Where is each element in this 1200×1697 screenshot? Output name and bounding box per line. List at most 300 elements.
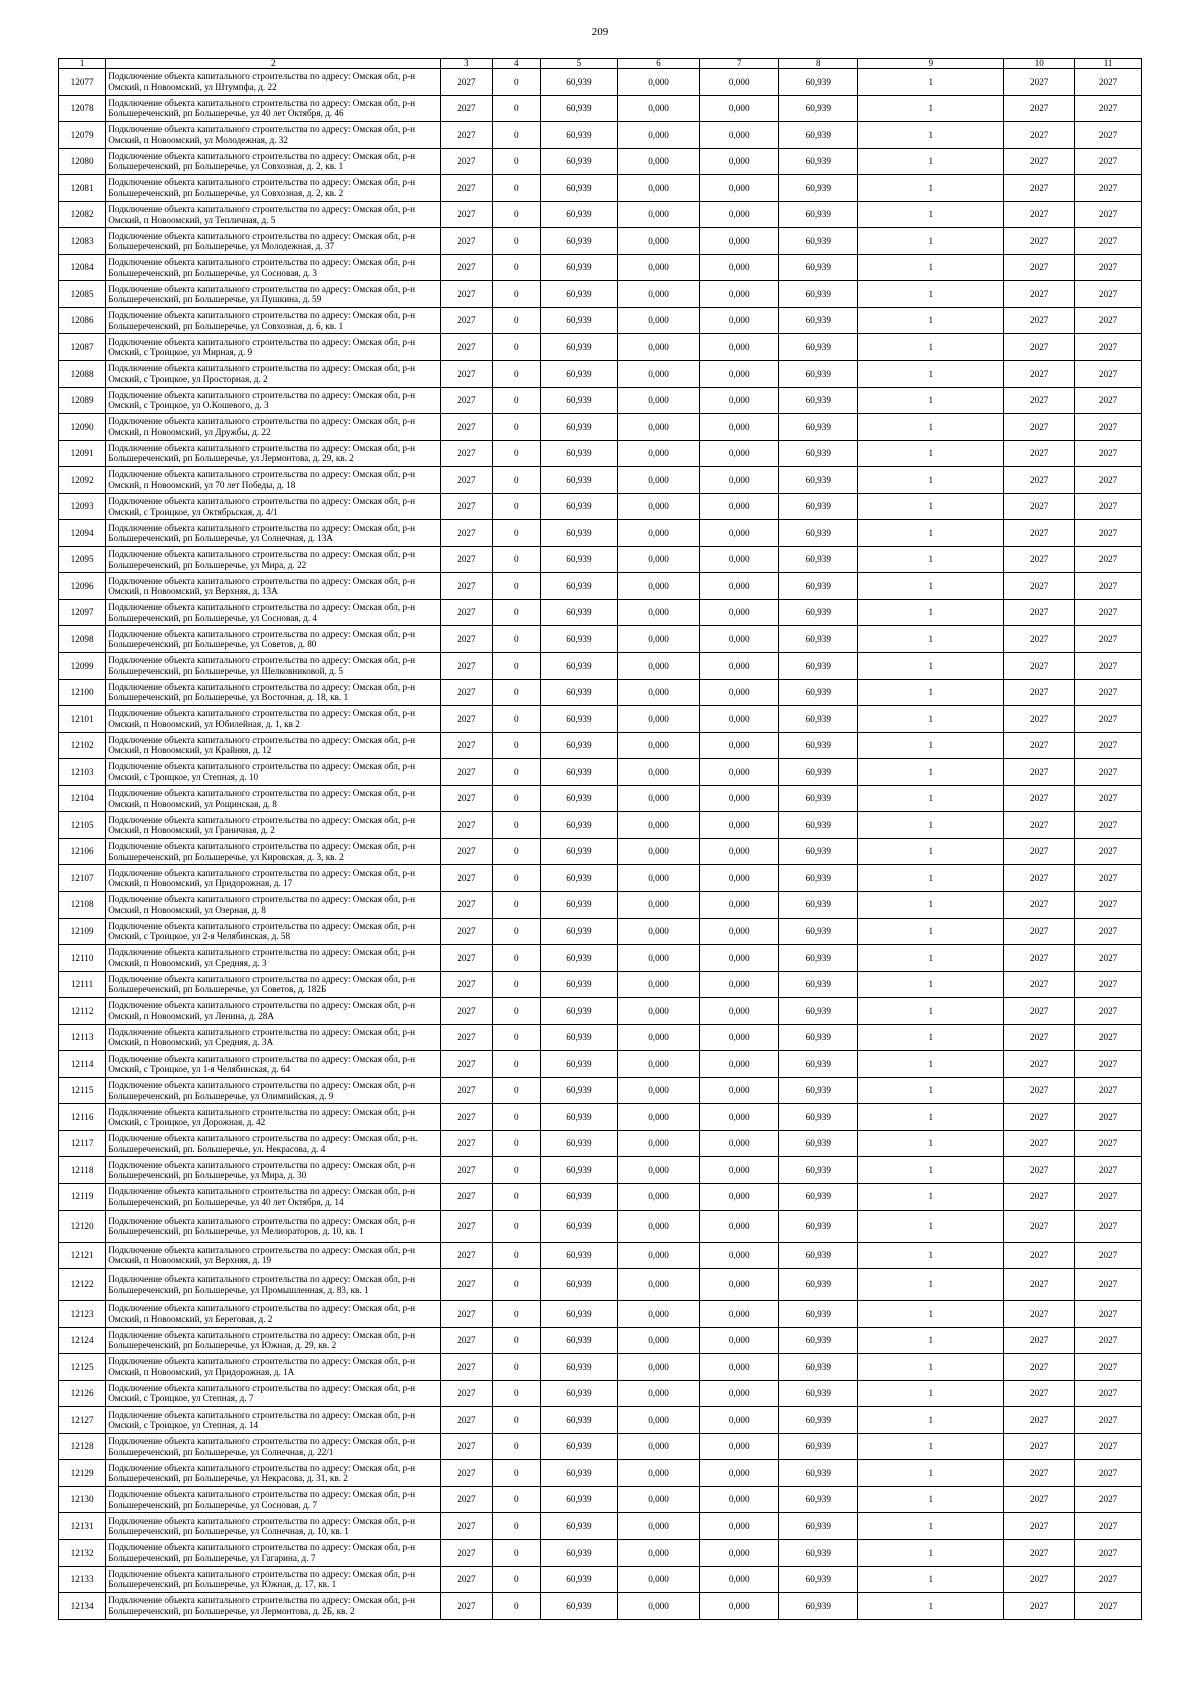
col8-cell: 60,939 bbox=[779, 1407, 858, 1434]
col7-cell: 0,000 bbox=[700, 653, 779, 680]
col8-cell: 60,939 bbox=[779, 334, 858, 361]
column-header: 9 bbox=[858, 59, 1004, 69]
col10-cell: 2027 bbox=[1004, 732, 1075, 759]
col7-cell: 0,000 bbox=[700, 1210, 779, 1242]
row-number-cell: 12095 bbox=[59, 546, 106, 573]
table-body bbox=[59, 69, 1142, 1620]
column-header: 2 bbox=[106, 59, 441, 69]
year-cell: 2027 bbox=[441, 175, 492, 202]
col10-cell: 2027 bbox=[1004, 1210, 1075, 1242]
table-row bbox=[59, 573, 1142, 600]
year-cell: 2027 bbox=[441, 148, 492, 175]
col7-cell: 0,000 bbox=[700, 175, 779, 202]
col4-cell: 0 bbox=[492, 1513, 540, 1540]
col4-cell: 0 bbox=[492, 1566, 540, 1593]
row-number-cell: 12106 bbox=[59, 838, 106, 865]
col4-cell: 0 bbox=[492, 1593, 540, 1620]
col7-cell: 0,000 bbox=[700, 1407, 779, 1434]
col10-cell: 2027 bbox=[1004, 1301, 1075, 1328]
col4-cell: 0 bbox=[492, 626, 540, 653]
col10-cell: 2027 bbox=[1004, 1051, 1075, 1078]
object-name-cell: Подключение объекта капитального строительства по адресу: Омская обл, р-н Большереченский, рп Большеречье, ул Южная, д. 17, кв. 1 bbox=[106, 1566, 441, 1593]
col11-cell: 2027 bbox=[1075, 706, 1142, 733]
object-name-cell: Подключение объекта капитального строительства по адресу: Омская обл, р-н Большереченский, рп Большеречье, ул Мира, д. 30 bbox=[106, 1157, 441, 1184]
col6-cell: 0,000 bbox=[617, 1566, 699, 1593]
year-cell: 2027 bbox=[441, 95, 492, 122]
col8-cell: 60,939 bbox=[779, 546, 858, 573]
col6-cell: 0,000 bbox=[617, 1460, 699, 1487]
col9-cell: 1 bbox=[858, 467, 1004, 494]
col6-cell: 0,000 bbox=[617, 812, 699, 839]
col8-cell: 60,939 bbox=[779, 1433, 858, 1460]
col10-cell: 2027 bbox=[1004, 254, 1075, 281]
col6-cell: 0,000 bbox=[617, 69, 699, 96]
col8-cell: 60,939 bbox=[779, 467, 858, 494]
col8-cell: 60,939 bbox=[779, 254, 858, 281]
col7-cell: 0,000 bbox=[700, 122, 779, 149]
year-cell: 2027 bbox=[441, 307, 492, 334]
col6-cell: 0,000 bbox=[617, 148, 699, 175]
col9-cell: 1 bbox=[858, 838, 1004, 865]
col5-cell: 60,939 bbox=[540, 1210, 617, 1242]
col9-cell: 1 bbox=[858, 228, 1004, 255]
col5-cell: 60,939 bbox=[540, 440, 617, 467]
col4-cell: 0 bbox=[492, 599, 540, 626]
col10-cell: 2027 bbox=[1004, 1130, 1075, 1157]
col4-cell: 0 bbox=[492, 201, 540, 228]
col7-cell: 0,000 bbox=[700, 1513, 779, 1540]
col10-cell: 2027 bbox=[1004, 573, 1075, 600]
col4-cell: 0 bbox=[492, 414, 540, 441]
col4-cell: 0 bbox=[492, 1327, 540, 1354]
col5-cell: 60,939 bbox=[540, 732, 617, 759]
col6-cell: 0,000 bbox=[617, 361, 699, 388]
row-number-cell: 12123 bbox=[59, 1301, 106, 1328]
object-name-cell: Подключение объекта капитального строительства по адресу: Омская обл, р-н Большереченский, рп Большеречье, ул Олимпийская, д. 9 bbox=[106, 1077, 441, 1104]
col9-cell: 1 bbox=[858, 1460, 1004, 1487]
col9-cell: 1 bbox=[858, 1513, 1004, 1540]
col4-cell: 0 bbox=[492, 228, 540, 255]
col7-cell: 0,000 bbox=[700, 95, 779, 122]
row-number-cell: 12120 bbox=[59, 1210, 106, 1242]
col5-cell: 60,939 bbox=[540, 1513, 617, 1540]
col4-cell: 0 bbox=[492, 546, 540, 573]
col10-cell: 2027 bbox=[1004, 467, 1075, 494]
year-cell: 2027 bbox=[441, 1433, 492, 1460]
table-row bbox=[59, 1513, 1142, 1540]
col7-cell: 0,000 bbox=[700, 1354, 779, 1381]
col4-cell: 0 bbox=[492, 1460, 540, 1487]
column-header: 7 bbox=[700, 59, 779, 69]
col7-cell: 0,000 bbox=[700, 1566, 779, 1593]
col6-cell: 0,000 bbox=[617, 1433, 699, 1460]
col9-cell: 1 bbox=[858, 599, 1004, 626]
col5-cell: 60,939 bbox=[540, 361, 617, 388]
col4-cell: 0 bbox=[492, 918, 540, 945]
col6-cell: 0,000 bbox=[617, 679, 699, 706]
row-number-cell: 12079 bbox=[59, 122, 106, 149]
col7-cell: 0,000 bbox=[700, 1433, 779, 1460]
col11-cell: 2027 bbox=[1075, 440, 1142, 467]
col4-cell: 0 bbox=[492, 1242, 540, 1269]
table-row bbox=[59, 254, 1142, 281]
col7-cell: 0,000 bbox=[700, 732, 779, 759]
col10-cell: 2027 bbox=[1004, 812, 1075, 839]
col11-cell: 2027 bbox=[1075, 1433, 1142, 1460]
object-name-cell: Подключение объекта капитального строительства по адресу: Омская обл, р-н Омский, с Троицкое, ул Октябрьская, д. 4/1 bbox=[106, 493, 441, 520]
col4-cell: 0 bbox=[492, 1104, 540, 1131]
col4-cell: 0 bbox=[492, 520, 540, 547]
col11-cell: 2027 bbox=[1075, 1380, 1142, 1407]
year-cell: 2027 bbox=[441, 1486, 492, 1513]
table-row bbox=[59, 493, 1142, 520]
row-number-cell: 12104 bbox=[59, 785, 106, 812]
col10-cell: 2027 bbox=[1004, 626, 1075, 653]
year-cell: 2027 bbox=[441, 1593, 492, 1620]
col4-cell: 0 bbox=[492, 971, 540, 998]
col6-cell: 0,000 bbox=[617, 95, 699, 122]
object-name-cell: Подключение объекта капитального строительства по адресу: Омская обл, р-н Большереченский, рп Большеречье, ул Мира, д. 22 bbox=[106, 546, 441, 573]
row-number-cell: 12107 bbox=[59, 865, 106, 892]
col8-cell: 60,939 bbox=[779, 69, 858, 96]
col7-cell: 0,000 bbox=[700, 1183, 779, 1210]
table-row bbox=[59, 95, 1142, 122]
col4-cell: 0 bbox=[492, 679, 540, 706]
col4-cell: 0 bbox=[492, 785, 540, 812]
object-name-cell: Подключение объекта капитального строительства по адресу: Омская обл, р-н Омский, п Новоомский, ул Верхняя, д. 13А bbox=[106, 573, 441, 600]
col10-cell: 2027 bbox=[1004, 706, 1075, 733]
col5-cell: 60,939 bbox=[540, 679, 617, 706]
year-cell: 2027 bbox=[441, 1104, 492, 1131]
col4-cell: 0 bbox=[492, 945, 540, 972]
table-row bbox=[59, 1407, 1142, 1434]
table-row bbox=[59, 1130, 1142, 1157]
col8-cell: 60,939 bbox=[779, 706, 858, 733]
col6-cell: 0,000 bbox=[617, 440, 699, 467]
col6-cell: 0,000 bbox=[617, 520, 699, 547]
object-name-cell: Подключение объекта капитального строительства по адресу: Омская обл, р-н Большереченский, рп Большеречье, ул Пушкина, д. 59 bbox=[106, 281, 441, 308]
col7-cell: 0,000 bbox=[700, 1130, 779, 1157]
year-cell: 2027 bbox=[441, 1269, 492, 1301]
col9-cell: 1 bbox=[858, 812, 1004, 839]
col11-cell: 2027 bbox=[1075, 520, 1142, 547]
data-table bbox=[58, 58, 1142, 1620]
col9-cell: 1 bbox=[858, 281, 1004, 308]
col4-cell: 0 bbox=[492, 361, 540, 388]
col5-cell: 60,939 bbox=[540, 599, 617, 626]
object-name-cell: Подключение объекта капитального строительства по адресу: Омская обл, р-н Большереченский, рп Большеречье, ул Сосновая, д. 7 bbox=[106, 1486, 441, 1513]
row-number-cell: 12126 bbox=[59, 1380, 106, 1407]
col8-cell: 60,939 bbox=[779, 918, 858, 945]
table-header bbox=[59, 59, 1142, 69]
year-cell: 2027 bbox=[441, 122, 492, 149]
col10-cell: 2027 bbox=[1004, 971, 1075, 998]
col10-cell: 2027 bbox=[1004, 1183, 1075, 1210]
col11-cell: 2027 bbox=[1075, 998, 1142, 1025]
col4-cell: 0 bbox=[492, 759, 540, 786]
year-cell: 2027 bbox=[441, 1539, 492, 1566]
column-header: 11 bbox=[1075, 59, 1142, 69]
col10-cell: 2027 bbox=[1004, 865, 1075, 892]
col11-cell: 2027 bbox=[1075, 148, 1142, 175]
year-cell: 2027 bbox=[441, 1513, 492, 1540]
col9-cell: 1 bbox=[858, 785, 1004, 812]
col9-cell: 1 bbox=[858, 1433, 1004, 1460]
col9-cell: 1 bbox=[858, 971, 1004, 998]
year-cell: 2027 bbox=[441, 361, 492, 388]
col8-cell: 60,939 bbox=[779, 1210, 858, 1242]
col11-cell: 2027 bbox=[1075, 785, 1142, 812]
table-row bbox=[59, 546, 1142, 573]
table-row bbox=[59, 1183, 1142, 1210]
year-cell: 2027 bbox=[441, 493, 492, 520]
year-cell: 2027 bbox=[441, 812, 492, 839]
row-number-cell: 12132 bbox=[59, 1539, 106, 1566]
year-cell: 2027 bbox=[441, 201, 492, 228]
row-number-cell: 12131 bbox=[59, 1513, 106, 1540]
col5-cell: 60,939 bbox=[540, 95, 617, 122]
table-row bbox=[59, 971, 1142, 998]
col6-cell: 0,000 bbox=[617, 1157, 699, 1184]
page-number: 209 bbox=[591, 26, 609, 38]
year-cell: 2027 bbox=[441, 1130, 492, 1157]
col7-cell: 0,000 bbox=[700, 998, 779, 1025]
col10-cell: 2027 bbox=[1004, 653, 1075, 680]
col7-cell: 0,000 bbox=[700, 1104, 779, 1131]
col9-cell: 1 bbox=[858, 573, 1004, 600]
year-cell: 2027 bbox=[441, 1210, 492, 1242]
col9-cell: 1 bbox=[858, 201, 1004, 228]
col4-cell: 0 bbox=[492, 175, 540, 202]
col8-cell: 60,939 bbox=[779, 732, 858, 759]
year-cell: 2027 bbox=[441, 1051, 492, 1078]
col10-cell: 2027 bbox=[1004, 891, 1075, 918]
col6-cell: 0,000 bbox=[617, 891, 699, 918]
col11-cell: 2027 bbox=[1075, 1051, 1142, 1078]
year-cell: 2027 bbox=[441, 998, 492, 1025]
col10-cell: 2027 bbox=[1004, 1242, 1075, 1269]
table-row bbox=[59, 1301, 1142, 1328]
object-name-cell: Подключение объекта капитального строительства по адресу: Омская обл, р-н Омский, с Троицкое, ул О.Кошевого, д. 3 bbox=[106, 387, 441, 414]
col9-cell: 1 bbox=[858, 69, 1004, 96]
table-row bbox=[59, 440, 1142, 467]
col10-cell: 2027 bbox=[1004, 998, 1075, 1025]
col5-cell: 60,939 bbox=[540, 706, 617, 733]
col6-cell: 0,000 bbox=[617, 387, 699, 414]
table-row bbox=[59, 1354, 1142, 1381]
col5-cell: 60,939 bbox=[540, 1593, 617, 1620]
object-name-cell: Подключение объекта капитального строительства по адресу: Омская обл, р-н Омский, п Новоомский, ул Граничная, д. 2 bbox=[106, 812, 441, 839]
row-number-cell: 12110 bbox=[59, 945, 106, 972]
col6-cell: 0,000 bbox=[617, 1051, 699, 1078]
col4-cell: 0 bbox=[492, 440, 540, 467]
col10-cell: 2027 bbox=[1004, 1433, 1075, 1460]
year-cell: 2027 bbox=[441, 1157, 492, 1184]
object-name-cell: Подключение объекта капитального строительства по адресу: Омская обл, р-н Большереченский, рп Большеречье, ул Лермонтова, д. 2Б, кв. 2 bbox=[106, 1593, 441, 1620]
row-number-cell: 12100 bbox=[59, 679, 106, 706]
object-name-cell: Подключение объекта капитального строительства по адресу: Омская обл, р-н Омский, с Троицкое, ул Мирная, д. 9 bbox=[106, 334, 441, 361]
col4-cell: 0 bbox=[492, 387, 540, 414]
col4-cell: 0 bbox=[492, 1183, 540, 1210]
row-number-cell: 12077 bbox=[59, 69, 106, 96]
col9-cell: 1 bbox=[858, 334, 1004, 361]
col6-cell: 0,000 bbox=[617, 414, 699, 441]
col5-cell: 60,939 bbox=[540, 201, 617, 228]
col7-cell: 0,000 bbox=[700, 759, 779, 786]
object-name-cell: Подключение объекта капитального строительства по адресу: Омская обл, р-н Омский, с Троицкое, ул Дорожная, д. 42 bbox=[106, 1104, 441, 1131]
object-name-cell: Подключение объекта капитального строительства по адресу: Омская обл, р-н Большереченский, рп Большеречье, ул Мелиораторов, д. 10, кв. 1 bbox=[106, 1210, 441, 1242]
col5-cell: 60,939 bbox=[540, 759, 617, 786]
col9-cell: 1 bbox=[858, 361, 1004, 388]
col11-cell: 2027 bbox=[1075, 467, 1142, 494]
col9-cell: 1 bbox=[858, 706, 1004, 733]
col7-cell: 0,000 bbox=[700, 69, 779, 96]
col10-cell: 2027 bbox=[1004, 201, 1075, 228]
col5-cell: 60,939 bbox=[540, 334, 617, 361]
year-cell: 2027 bbox=[441, 785, 492, 812]
col5-cell: 60,939 bbox=[540, 175, 617, 202]
col6-cell: 0,000 bbox=[617, 1593, 699, 1620]
table-row bbox=[59, 998, 1142, 1025]
col5-cell: 60,939 bbox=[540, 1354, 617, 1381]
table-row bbox=[59, 307, 1142, 334]
year-cell: 2027 bbox=[441, 1077, 492, 1104]
table-row bbox=[59, 626, 1142, 653]
row-number-cell: 12089 bbox=[59, 387, 106, 414]
col7-cell: 0,000 bbox=[700, 573, 779, 600]
col6-cell: 0,000 bbox=[617, 1269, 699, 1301]
col7-cell: 0,000 bbox=[700, 785, 779, 812]
col4-cell: 0 bbox=[492, 865, 540, 892]
col9-cell: 1 bbox=[858, 1210, 1004, 1242]
col11-cell: 2027 bbox=[1075, 1104, 1142, 1131]
col7-cell: 0,000 bbox=[700, 1380, 779, 1407]
col11-cell: 2027 bbox=[1075, 361, 1142, 388]
col7-cell: 0,000 bbox=[700, 228, 779, 255]
col11-cell: 2027 bbox=[1075, 228, 1142, 255]
col9-cell: 1 bbox=[858, 1593, 1004, 1620]
table-row bbox=[59, 1210, 1142, 1242]
col10-cell: 2027 bbox=[1004, 361, 1075, 388]
col5-cell: 60,939 bbox=[540, 1104, 617, 1131]
col6-cell: 0,000 bbox=[617, 759, 699, 786]
col10-cell: 2027 bbox=[1004, 546, 1075, 573]
col5-cell: 60,939 bbox=[540, 1460, 617, 1487]
col9-cell: 1 bbox=[858, 679, 1004, 706]
col7-cell: 0,000 bbox=[700, 546, 779, 573]
table-row bbox=[59, 1024, 1142, 1051]
table-row bbox=[59, 1242, 1142, 1269]
year-cell: 2027 bbox=[441, 1327, 492, 1354]
col9-cell: 1 bbox=[858, 653, 1004, 680]
col10-cell: 2027 bbox=[1004, 1104, 1075, 1131]
col8-cell: 60,939 bbox=[779, 865, 858, 892]
col7-cell: 0,000 bbox=[700, 201, 779, 228]
col6-cell: 0,000 bbox=[617, 546, 699, 573]
col10-cell: 2027 bbox=[1004, 175, 1075, 202]
table-row bbox=[59, 175, 1142, 202]
col11-cell: 2027 bbox=[1075, 175, 1142, 202]
col8-cell: 60,939 bbox=[779, 122, 858, 149]
col4-cell: 0 bbox=[492, 1301, 540, 1328]
col10-cell: 2027 bbox=[1004, 599, 1075, 626]
year-cell: 2027 bbox=[441, 387, 492, 414]
col11-cell: 2027 bbox=[1075, 1513, 1142, 1540]
col8-cell: 60,939 bbox=[779, 1104, 858, 1131]
col5-cell: 60,939 bbox=[540, 1157, 617, 1184]
col10-cell: 2027 bbox=[1004, 440, 1075, 467]
table-row bbox=[59, 1380, 1142, 1407]
table-row bbox=[59, 69, 1142, 96]
col10-cell: 2027 bbox=[1004, 334, 1075, 361]
table-row bbox=[59, 1433, 1142, 1460]
col7-cell: 0,000 bbox=[700, 281, 779, 308]
col5-cell: 60,939 bbox=[540, 653, 617, 680]
col7-cell: 0,000 bbox=[700, 679, 779, 706]
col9-cell: 1 bbox=[858, 254, 1004, 281]
col9-cell: 1 bbox=[858, 865, 1004, 892]
col10-cell: 2027 bbox=[1004, 1460, 1075, 1487]
col9-cell: 1 bbox=[858, 1104, 1004, 1131]
column-header: 10 bbox=[1004, 59, 1075, 69]
year-cell: 2027 bbox=[441, 1460, 492, 1487]
col7-cell: 0,000 bbox=[700, 361, 779, 388]
col8-cell: 60,939 bbox=[779, 599, 858, 626]
col11-cell: 2027 bbox=[1075, 493, 1142, 520]
table-row bbox=[59, 653, 1142, 680]
col9-cell: 1 bbox=[858, 414, 1004, 441]
col11-cell: 2027 bbox=[1075, 254, 1142, 281]
col5-cell: 60,939 bbox=[540, 918, 617, 945]
column-header: 3 bbox=[441, 59, 492, 69]
table-row bbox=[59, 945, 1142, 972]
year-cell: 2027 bbox=[441, 1566, 492, 1593]
row-number-cell: 12117 bbox=[59, 1130, 106, 1157]
col5-cell: 60,939 bbox=[540, 1130, 617, 1157]
col5-cell: 60,939 bbox=[540, 945, 617, 972]
col7-cell: 0,000 bbox=[700, 414, 779, 441]
col4-cell: 0 bbox=[492, 307, 540, 334]
object-name-cell: Подключение объекта капитального строительства по адресу: Омская обл, р-н Большереченский, рп Большеречье, ул Солнечная, д. 22/1 bbox=[106, 1433, 441, 1460]
col4-cell: 0 bbox=[492, 1051, 540, 1078]
col8-cell: 60,939 bbox=[779, 573, 858, 600]
object-name-cell: Подключение объекта капитального строительства по адресу: Омская обл, р-н Большереченский, рп Большеречье, ул Южная, д. 29, кв. 2 bbox=[106, 1327, 441, 1354]
col7-cell: 0,000 bbox=[700, 440, 779, 467]
col8-cell: 60,939 bbox=[779, 520, 858, 547]
col5-cell: 60,939 bbox=[540, 1242, 617, 1269]
col11-cell: 2027 bbox=[1075, 918, 1142, 945]
col5-cell: 60,939 bbox=[540, 520, 617, 547]
year-cell: 2027 bbox=[441, 440, 492, 467]
col8-cell: 60,939 bbox=[779, 1130, 858, 1157]
col9-cell: 1 bbox=[858, 1566, 1004, 1593]
object-name-cell: Подключение объекта капитального строительства по адресу: Омская обл, р-н Омский, с Троицкое, ул Просторная, д. 2 bbox=[106, 361, 441, 388]
year-cell: 2027 bbox=[441, 1242, 492, 1269]
table-row bbox=[59, 838, 1142, 865]
col10-cell: 2027 bbox=[1004, 414, 1075, 441]
col9-cell: 1 bbox=[858, 1024, 1004, 1051]
col6-cell: 0,000 bbox=[617, 1104, 699, 1131]
col5-cell: 60,939 bbox=[540, 1077, 617, 1104]
col8-cell: 60,939 bbox=[779, 891, 858, 918]
col8-cell: 60,939 bbox=[779, 228, 858, 255]
table-row bbox=[59, 732, 1142, 759]
col6-cell: 0,000 bbox=[617, 865, 699, 892]
object-name-cell: Подключение объекта капитального строительства по адресу: Омская обл, р-н Большереченский, рп Большеречье, ул Промышленная, д. 83, кв. 1 bbox=[106, 1269, 441, 1301]
row-number-cell: 12114 bbox=[59, 1051, 106, 1078]
col10-cell: 2027 bbox=[1004, 679, 1075, 706]
col5-cell: 60,939 bbox=[540, 122, 617, 149]
